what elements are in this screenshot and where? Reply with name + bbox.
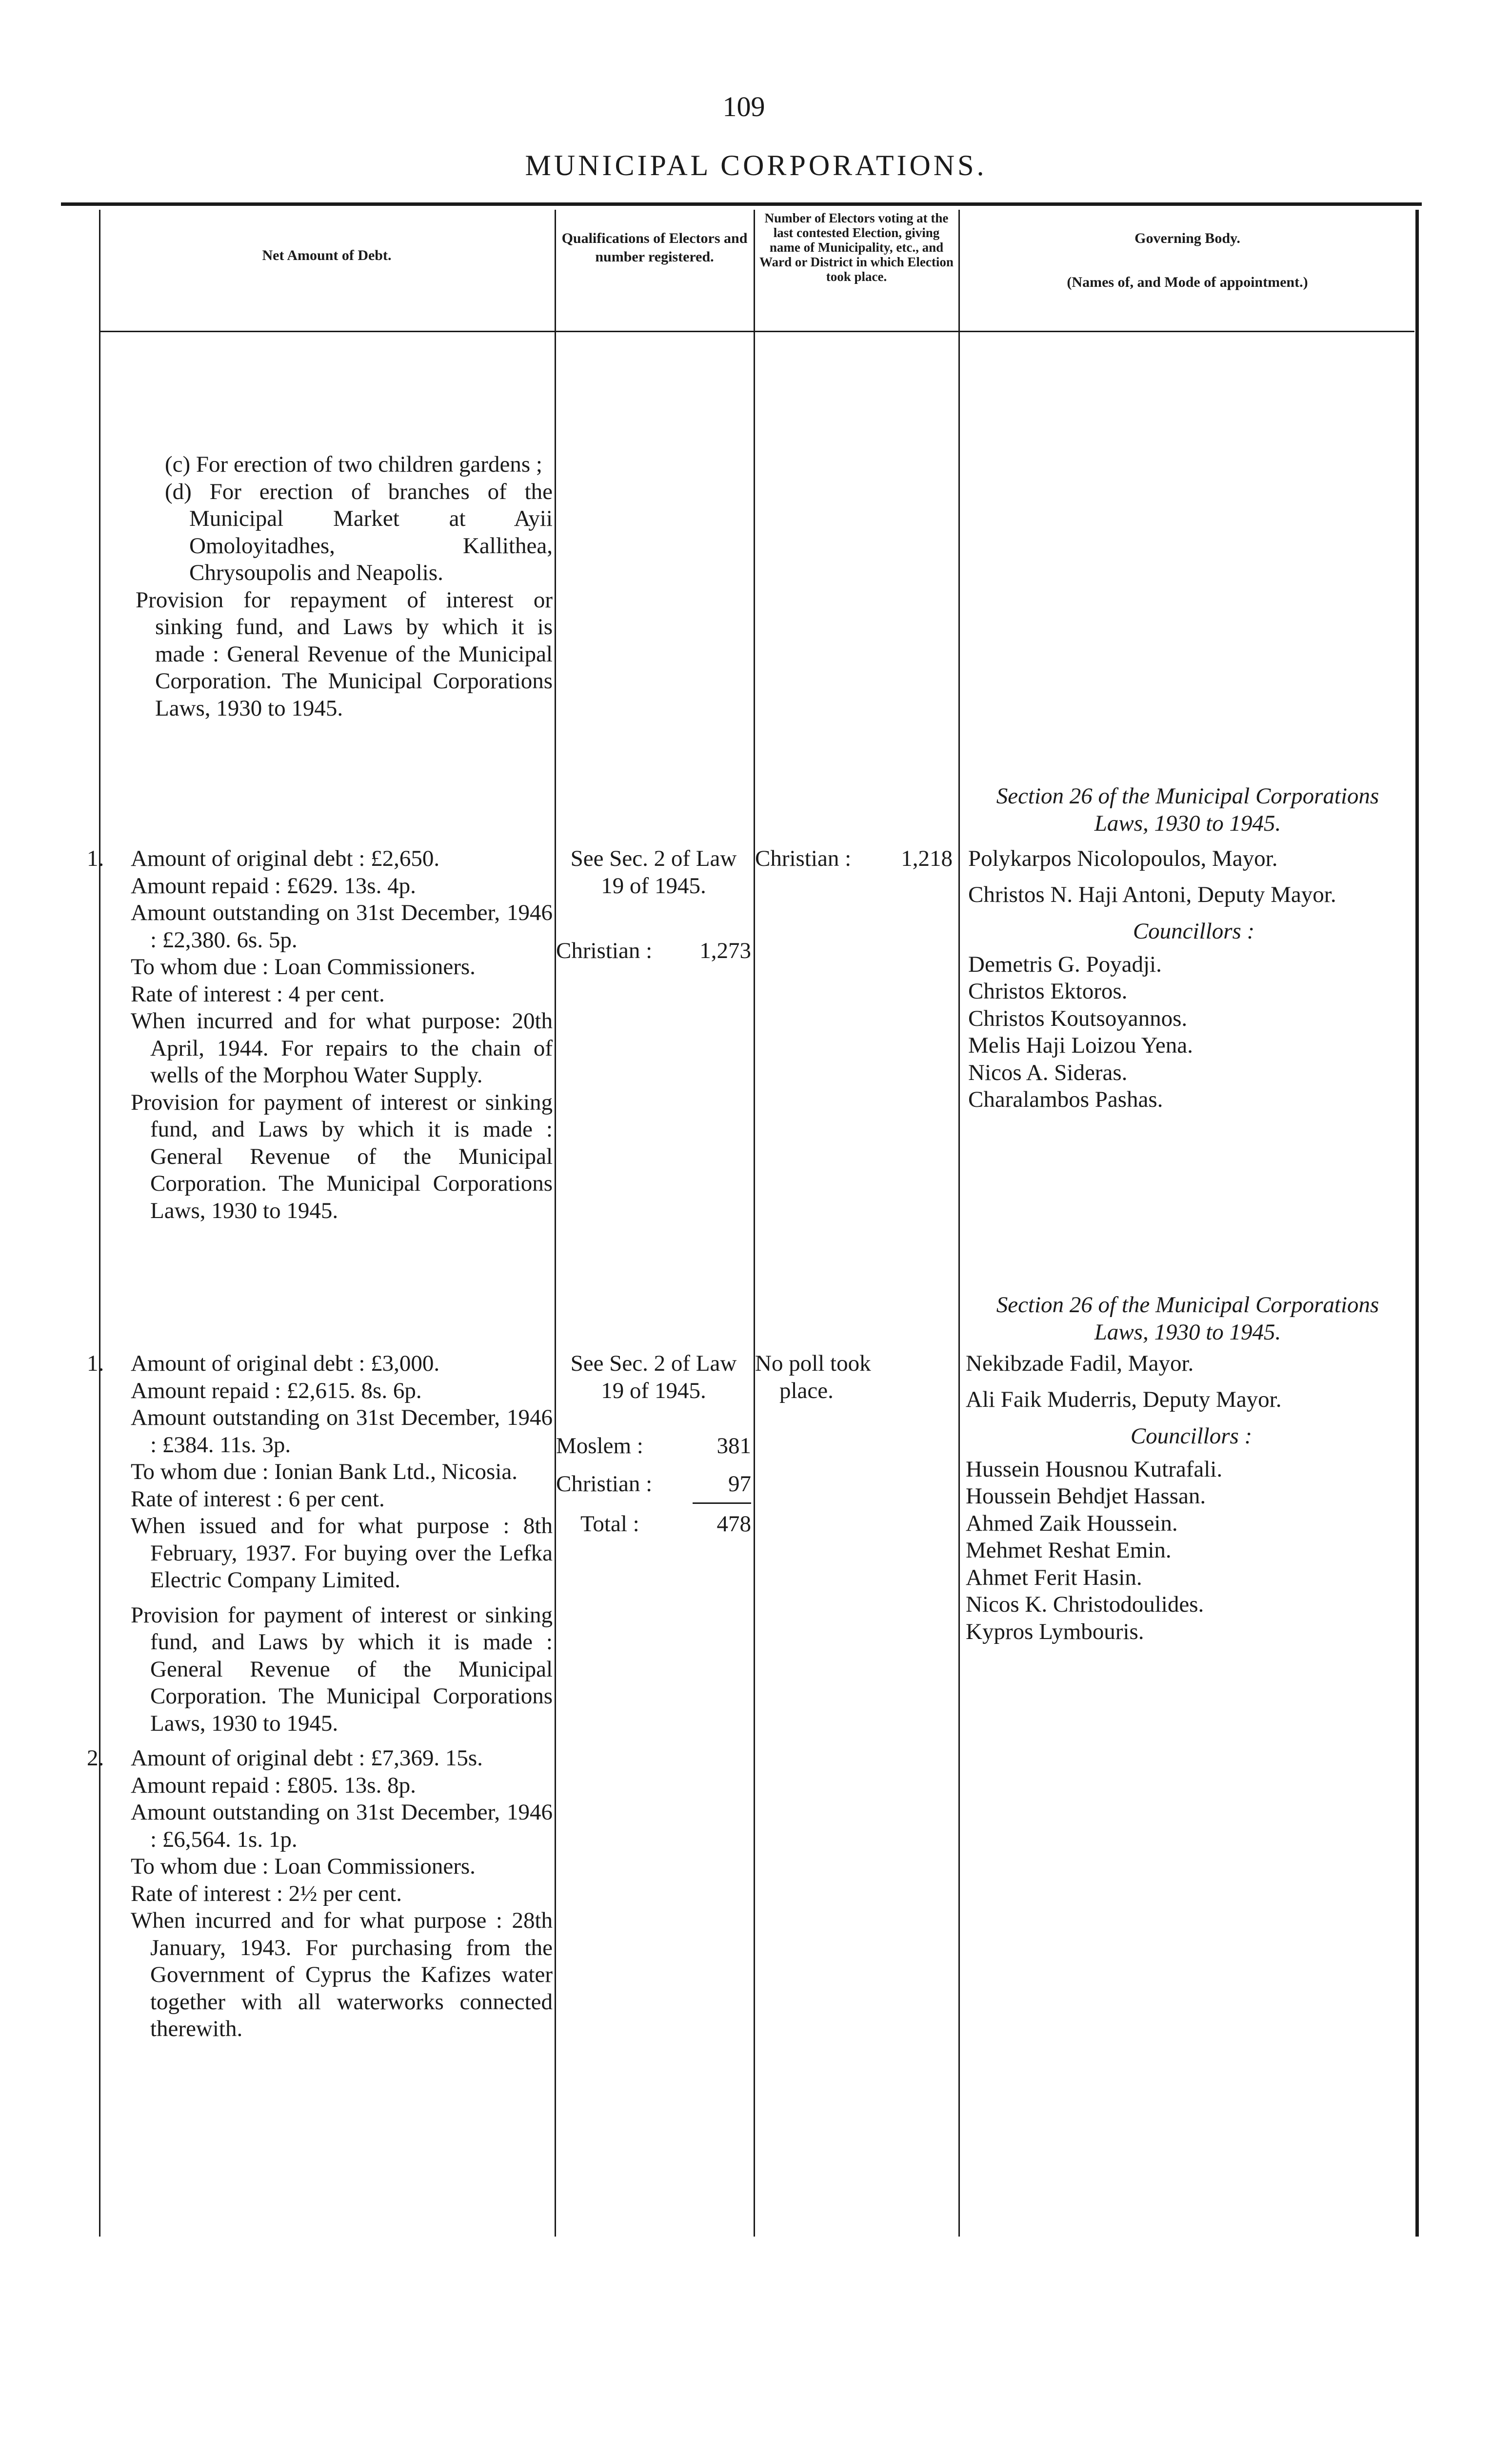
debt-item-number: 1. — [87, 1351, 104, 1376]
section3-qualifications — [556, 1350, 751, 1538]
section3-governing-law — [956, 1292, 1419, 1346]
debt-original-amount: Amount of original debt : £3,000. — [131, 1351, 440, 1376]
electors-count-row — [755, 845, 953, 873]
debt-incurred-purpose: When incurred and for what purpose: 20th April, 1944. For repairs to the chain of wells of the Morphou Water Supply. — [131, 1008, 553, 1088]
debt-incurred-purpose: When incurred and for what purpose : 28th January, 1943. For purchasing from the Government of Cyprus the Kafizes water together with all waterworks connected therewith. — [131, 1908, 553, 2041]
page-number: 109 — [722, 91, 765, 122]
qualification-law-line-2: 19 of 1945. — [601, 1378, 706, 1403]
total-rule — [693, 1502, 751, 1504]
header-electors: Number of Electors voting at the last contested Election, giving name of Municipality, etc., and Ward or District in which Election took place. — [759, 211, 954, 284]
councillor-6: Nicos K. Christodoulides. — [966, 1592, 1204, 1617]
debt-original-amount: Amount of original debt : £2,650. — [131, 846, 440, 871]
governing-law-line-2: Laws, 1930 to 1945. — [1094, 1319, 1281, 1345]
councillor-7: Kypros Lymbouris. — [966, 1619, 1144, 1644]
column-divider-2 — [754, 210, 755, 2237]
moslem-value: 381 — [716, 1433, 751, 1459]
debt-outstanding-amount: Amount outstanding on 31st December, 1946 : £6,564. 1s. 1p. — [131, 1799, 553, 1852]
qualification-law-line-1: See Sec. 2 of Law — [570, 846, 737, 871]
governing-law-line-2: Laws, 1930 to 1945. — [1094, 810, 1281, 836]
electors-line-2: place. — [779, 1378, 834, 1403]
debt-repaid-amount: Amount repaid : £629. 13s. 4p. — [131, 873, 416, 899]
debt-item-number: 1. — [87, 846, 104, 871]
councillor-3: Ahmed Zaik Houssein. — [966, 1510, 1178, 1536]
qualification-count-row — [556, 938, 751, 965]
total-label: Total : — [580, 1511, 639, 1537]
section2-debt-column — [87, 845, 553, 1224]
moslem-label: Moslem : — [556, 1433, 643, 1459]
christian-row — [556, 1471, 751, 1498]
debt-whom-due: To whom due : Loan Commissioners. — [131, 954, 476, 980]
debt-whom-due: To whom due : Loan Commissioners. — [131, 1854, 476, 1879]
councillors-heading: Councillors : — [1133, 919, 1255, 944]
debt-provision: Provision for payment of interest or sinking fund, and Laws by which it is made : General Revenue of the Municipal Corporation. The Municipal Corporations Laws, 1930 to 1945. — [131, 1602, 553, 1736]
qualification-law-line-2: 19 of 1945. — [601, 873, 706, 899]
debt-outstanding-amount: Amount outstanding on 31st December, 1946 : £384. 11s. 3p. — [131, 1405, 553, 1458]
section2-governing-body — [968, 845, 1419, 1114]
debt-issued-purpose: When issued and for what purpose : 8th February, 1937. For buying over the Lefka Electric Company Limited. — [131, 1513, 553, 1593]
councillor-4: Melis Haji Loizou Yena. — [968, 1033, 1193, 1058]
page-title: MUNICIPAL CORPORATIONS. — [525, 149, 987, 181]
column-divider-1 — [555, 210, 556, 2237]
section1-debt-column — [136, 451, 553, 722]
total-value: 478 — [716, 1511, 751, 1537]
debt-original-amount: Amount of original debt : £7,369. 15s. — [131, 1745, 483, 1771]
header-governing-sub: (Names of, and Mode of appointment.) — [1067, 274, 1308, 290]
moslem-row — [556, 1433, 751, 1460]
debt-interest-rate: Rate of interest : 4 per cent. — [131, 981, 385, 1007]
debt-interest-rate: Rate of interest : 2½ per cent. — [131, 1880, 402, 1906]
electors-label: Christian : — [755, 846, 852, 871]
deputy-mayor-name: Christos N. Haji Antoni, Deputy Mayor. — [968, 881, 1336, 907]
section3-governing-body — [966, 1350, 1417, 1645]
debt-item-d: (d) For erection of branches of the Municipal Market at Ayii Omoloyitadhes, Kallithea, Chrysoupolis and Neapolis. — [165, 479, 553, 585]
christian-value: 97 — [728, 1471, 751, 1497]
councillor-4: Mehmet Reshat Emin. — [966, 1538, 1172, 1563]
section2-electors — [755, 845, 953, 873]
debt-repaid-amount: Amount repaid : £805. 13s. 8p. — [131, 1772, 416, 1798]
table-left-border — [99, 210, 100, 2237]
section2-governing-law — [956, 783, 1419, 837]
qualification-law-line-1: See Sec. 2 of Law — [570, 1351, 737, 1376]
councillor-2: Houssein Behdjet Hassan. — [966, 1483, 1206, 1509]
governing-law-line-1: Section 26 of the Municipal Corporations — [996, 1292, 1379, 1318]
table-top-rule — [61, 202, 1422, 206]
section3-electors — [755, 1350, 955, 1404]
section3-debt-column — [87, 1350, 553, 2043]
total-row — [556, 1511, 751, 1538]
councillor-1: Hussein Housnou Kutrafali. — [966, 1456, 1223, 1482]
electors-value: 1,218 — [901, 846, 953, 871]
debt-outstanding-amount: Amount outstanding on 31st December, 1946 : £2,380. 6s. 5p. — [131, 900, 553, 953]
debt-interest-rate: Rate of interest : 6 per cent. — [131, 1486, 385, 1512]
mayor-name: Polykarpos Nicolopoulos, Mayor. — [968, 846, 1278, 871]
councillor-3: Christos Koutsoyannos. — [968, 1005, 1188, 1031]
electors-line-1: No poll took — [755, 1351, 871, 1376]
column-divider-3 — [958, 210, 960, 2237]
header-qualifications: Qualifications of Electors and number registered. — [561, 230, 748, 265]
debt-item-c: (c) For erection of two children gardens ; — [165, 452, 542, 477]
debt-whom-due: To whom due : Ionian Bank Ltd., Nicosia. — [131, 1459, 517, 1484]
deputy-mayor-name: Ali Faik Muderris, Deputy Mayor. — [966, 1386, 1282, 1412]
qualification-label: Christian : — [556, 938, 653, 963]
christian-label: Christian : — [556, 1471, 653, 1497]
debt-item-2 — [87, 1745, 553, 2043]
debt-provision: Provision for payment of interest or sinking fund, and Laws by which it is made : General Revenue of the Municipal Corporation. The Municipal Corporations Laws, 1930 to 1945. — [131, 1089, 553, 1223]
governing-law-line-1: Section 26 of the Municipal Corporations — [996, 783, 1379, 809]
qualification-value: 1,273 — [699, 938, 751, 963]
table-right-border — [1415, 210, 1419, 2237]
header-governing-title: Governing Body. — [1134, 230, 1240, 246]
councillor-5: Nicos A. Sideras. — [968, 1060, 1128, 1085]
section2-qualifications — [556, 845, 751, 965]
councillor-2: Christos Ektoros. — [968, 979, 1128, 1004]
mayor-name: Nekibzade Fadil, Mayor. — [966, 1351, 1194, 1376]
councillor-5: Ahmet Ferit Hasin. — [966, 1564, 1142, 1590]
councillors-heading: Councillors : — [1130, 1423, 1253, 1449]
councillor-6: Charalambos Pashas. — [968, 1087, 1163, 1112]
debt-provision: Provision for repayment of interest or sinking fund, and Laws by which it is made : General Revenue of the Municipal Corporation. The Municipal Corporations Laws, 1930 to 1945. — [136, 587, 553, 721]
debt-repaid-amount: Amount repaid : £2,615. 8s. 6p. — [131, 1378, 422, 1403]
header-bottom-rule — [100, 331, 1414, 332]
header-net-debt: Net Amount of Debt. — [262, 247, 392, 263]
councillor-1: Demetris G. Poyadji. — [968, 951, 1162, 977]
debt-item-number: 2. — [87, 1745, 104, 1771]
